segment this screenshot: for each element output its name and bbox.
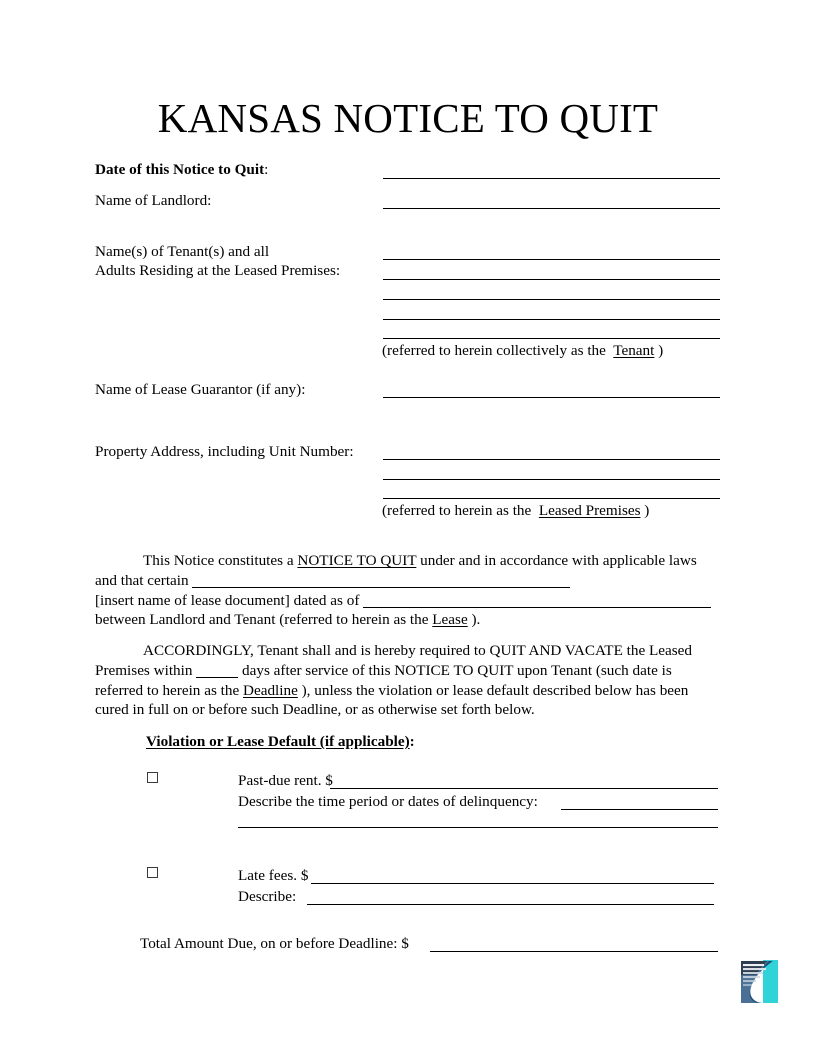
lease-date-input[interactable] [363,594,711,608]
landlord-label: Name of Landlord: [95,192,212,209]
document-logo [733,959,779,1009]
violation-heading-colon: : [409,733,415,750]
date-of-notice-label: Date of this Notice to Quit: [95,161,269,178]
premises-defined-term: Leased Premises [538,502,641,519]
guarantor-input[interactable] [383,397,720,398]
tenant-defined-term: Tenant [613,342,655,359]
document-logo-icon [733,959,779,1009]
property-address-input-2[interactable] [383,479,720,480]
tenant-input-3[interactable] [383,299,720,300]
premises-defined-term-note: (referred to herein as the Leased Premises ) [382,502,650,519]
late-fees-checkbox[interactable] [147,867,158,878]
term-lease: Lease [432,611,468,629]
term-deadline: Deadline [243,681,298,699]
past-due-rent-describe-label: Describe the time period or dates of delinquency: [238,793,538,810]
past-due-rent-describe-input-1[interactable] [561,809,718,810]
page-title: KANSAS NOTICE TO QUIT [157,95,659,141]
property-address-input-1[interactable] [383,459,720,460]
landlord-input[interactable] [383,208,720,209]
late-fees-describe-input[interactable] [307,904,714,905]
total-amount-due-label: Total Amount Due, on or before Deadline: $ [140,935,409,952]
property-address-input-3[interactable] [383,498,720,499]
tenant-label-line2: Adults Residing at the Leased Premises: [95,262,341,279]
tenant-defined-term-note: (referred to herein collectively as the Tenant ) [382,342,664,359]
past-due-rent-amount-input[interactable] [330,788,718,789]
guarantor-label: Name of Lease Guarantor (if any): [95,381,306,398]
date-of-notice-input[interactable] [383,178,720,179]
tenant-input-2[interactable] [383,279,720,280]
tenant-input-4[interactable] [383,319,720,320]
tenant-label-line1: Name(s) of Tenant(s) and all [95,243,270,260]
past-due-rent-describe-input-2[interactable] [238,827,718,828]
total-amount-due-input[interactable] [430,951,718,952]
past-due-rent-checkbox[interactable] [147,772,158,783]
past-due-rent-label: Past-due rent. $ [238,772,333,789]
late-fees-label: Late fees. $ [238,867,309,884]
notice-paragraph: This Notice constitutes a NOTICE TO QUIT under and in accordance with applicable laws and that certain [insert name of lease document] dated as of between Landlord and Tenant (referred to herein as the Lease ). [95,551,720,630]
late-fees-describe-label: Describe: [238,888,297,905]
lease-document-name-input[interactable] [192,574,570,588]
violation-section-heading: Violation or Lease Default (if applicable): [146,733,415,750]
date-label-colon: : [264,161,269,178]
late-fees-amount-input[interactable] [311,883,714,884]
tenant-input-5[interactable] [383,338,720,339]
accordingly-paragraph: ACCORDINGLY, Tenant shall and is hereby required to QUIT AND VACATE the Leased Premises within days after service of this NOTICE TO QUIT upon Tenant (such date is referred to herein as the Deadline ), unless the violation or lease default described below has been cured in full on or before such Deadline, or as otherwise set forth below. [95,642,693,719]
tenant-input-1[interactable] [383,259,720,260]
term-notice-to-quit: NOTICE TO QUIT [297,552,417,569]
days-to-vacate-input[interactable] [196,664,238,678]
property-address-label: Property Address, including Unit Number: [95,443,354,460]
